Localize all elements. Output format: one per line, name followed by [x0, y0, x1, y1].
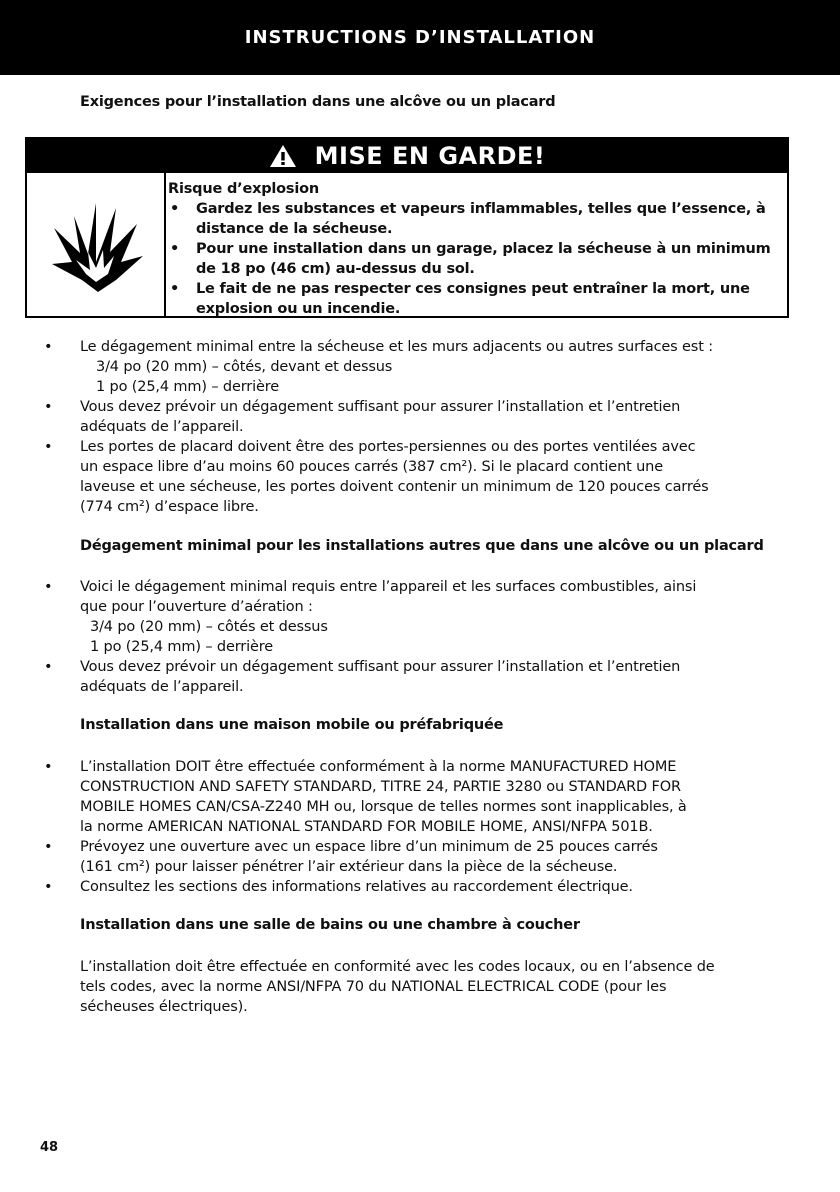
warning-header	[27, 139, 787, 173]
list-item: • L’installation DOIT être effectuée conformément à la norme MANUFACTURED HOME CONSTRUCTION AND SAFETY STANDARD, TITRE 24, PARTIE 3280 ou STANDARD FOR MOBILE HOMES CAN/CSA-Z240 MH ou, lorsque de telles normes sont inapplicables, à la norme AMERICAN NATIONAL STANDARD FOR MOBILE HOME, ANSI/NFPA 501B.	[44, 759, 687, 835]
section-title-mobile-home: Installation dans une maison mobile ou préfabriquée	[80, 717, 504, 733]
bullet: •	[44, 759, 53, 775]
warning-item: • Gardez les substances et vapeurs inflammables, telles que l’essence, à distance de la sécheuse.	[170, 201, 766, 237]
warning-item: • Pour une installation dans un garage, placez la sécheuse à un minimum de 18 po (46 cm) au-dessus du sol.	[170, 241, 771, 277]
warning-box	[25, 137, 789, 318]
section-title-alcove: Exigences pour l’installation dans une alcôve ou un placard	[80, 94, 556, 110]
bullet: •	[44, 579, 53, 595]
bullet: •	[44, 879, 53, 895]
page-header	[0, 0, 840, 75]
bullet: •	[170, 241, 180, 257]
bullet: •	[44, 399, 53, 415]
bullet: •	[44, 659, 53, 675]
list-item: • Vous devez prévoir un dégagement suffisant pour assurer l’installation et l’entretien adéquats de l’appareil.	[44, 659, 681, 695]
warning-triangle-icon	[269, 144, 297, 168]
warning-risk: Risque d’explosion	[168, 181, 320, 197]
bullet: •	[170, 281, 180, 297]
bullet: •	[44, 439, 53, 455]
list-item: • Voici le dégagement minimal requis entre l’appareil et les surfaces combustibles, ainsi que pour l’ouverture d’aération : 3/4 po (20 mm) – côtés et dessus 1 po (25,4 mm) – derrière	[44, 579, 697, 655]
list-item: • Consultez les sections des informations relatives au raccordement électrique.	[44, 879, 633, 895]
warning-item: • Le fait de ne pas respecter ces consignes peut entraîner la mort, une explosion ou un incendie.	[170, 281, 750, 317]
section-title-minimal-clearance: Dégagement minimal pour les installations autres que dans une alcôve ou un placard	[80, 538, 764, 554]
warning-body	[168, 179, 779, 319]
bullet: •	[44, 339, 53, 355]
paragraph: L’installation doit être effectuée en conformité avec les codes locaux, ou en l’absence de tels codes, avec la norme ANSI/NFPA 70 du NATIONAL ELECTRICAL CODE (pour les sécheuses électriques).	[80, 959, 715, 1015]
bullet: •	[44, 839, 53, 855]
page-number: 48	[40, 1140, 59, 1155]
bullet: •	[170, 201, 180, 217]
list-item: • Les portes de placard doivent être des portes-persiennes ou des portes ventilées avec un espace libre d’au moins 60 pouces carrés (387 cm²). Si le placard contient une laveuse et une sécheuse, les portes doivent contenir un minimum de 120 pouces carrés (774 cm²) d’espace libre.	[44, 439, 709, 515]
explosion-icon	[27, 173, 166, 318]
list-item: • Vous devez prévoir un dégagement suffisant pour assurer l’installation et l’entretien adéquats de l’appareil.	[44, 399, 681, 435]
header-title: INSTRUCTIONS D’INSTALLATION	[244, 27, 596, 48]
warning-title: MISE EN GARDE!	[314, 142, 546, 170]
list-item: • Le dégagement minimal entre la sécheuse et les murs adjacents ou autres surfaces est : 3/4 po (20 mm) – côtés, devant et dessus 1 po (25,4 mm) – derrière	[44, 339, 713, 395]
section-title-bathroom-bedroom: Installation dans une salle de bains ou une chambre à coucher	[80, 917, 580, 933]
list-item: • Prévoyez une ouverture avec un espace libre d’un minimum de 25 pouces carrés (161 cm²) pour laisser pénétrer l’air extérieur dans la pièce de la sécheuse.	[44, 839, 658, 875]
